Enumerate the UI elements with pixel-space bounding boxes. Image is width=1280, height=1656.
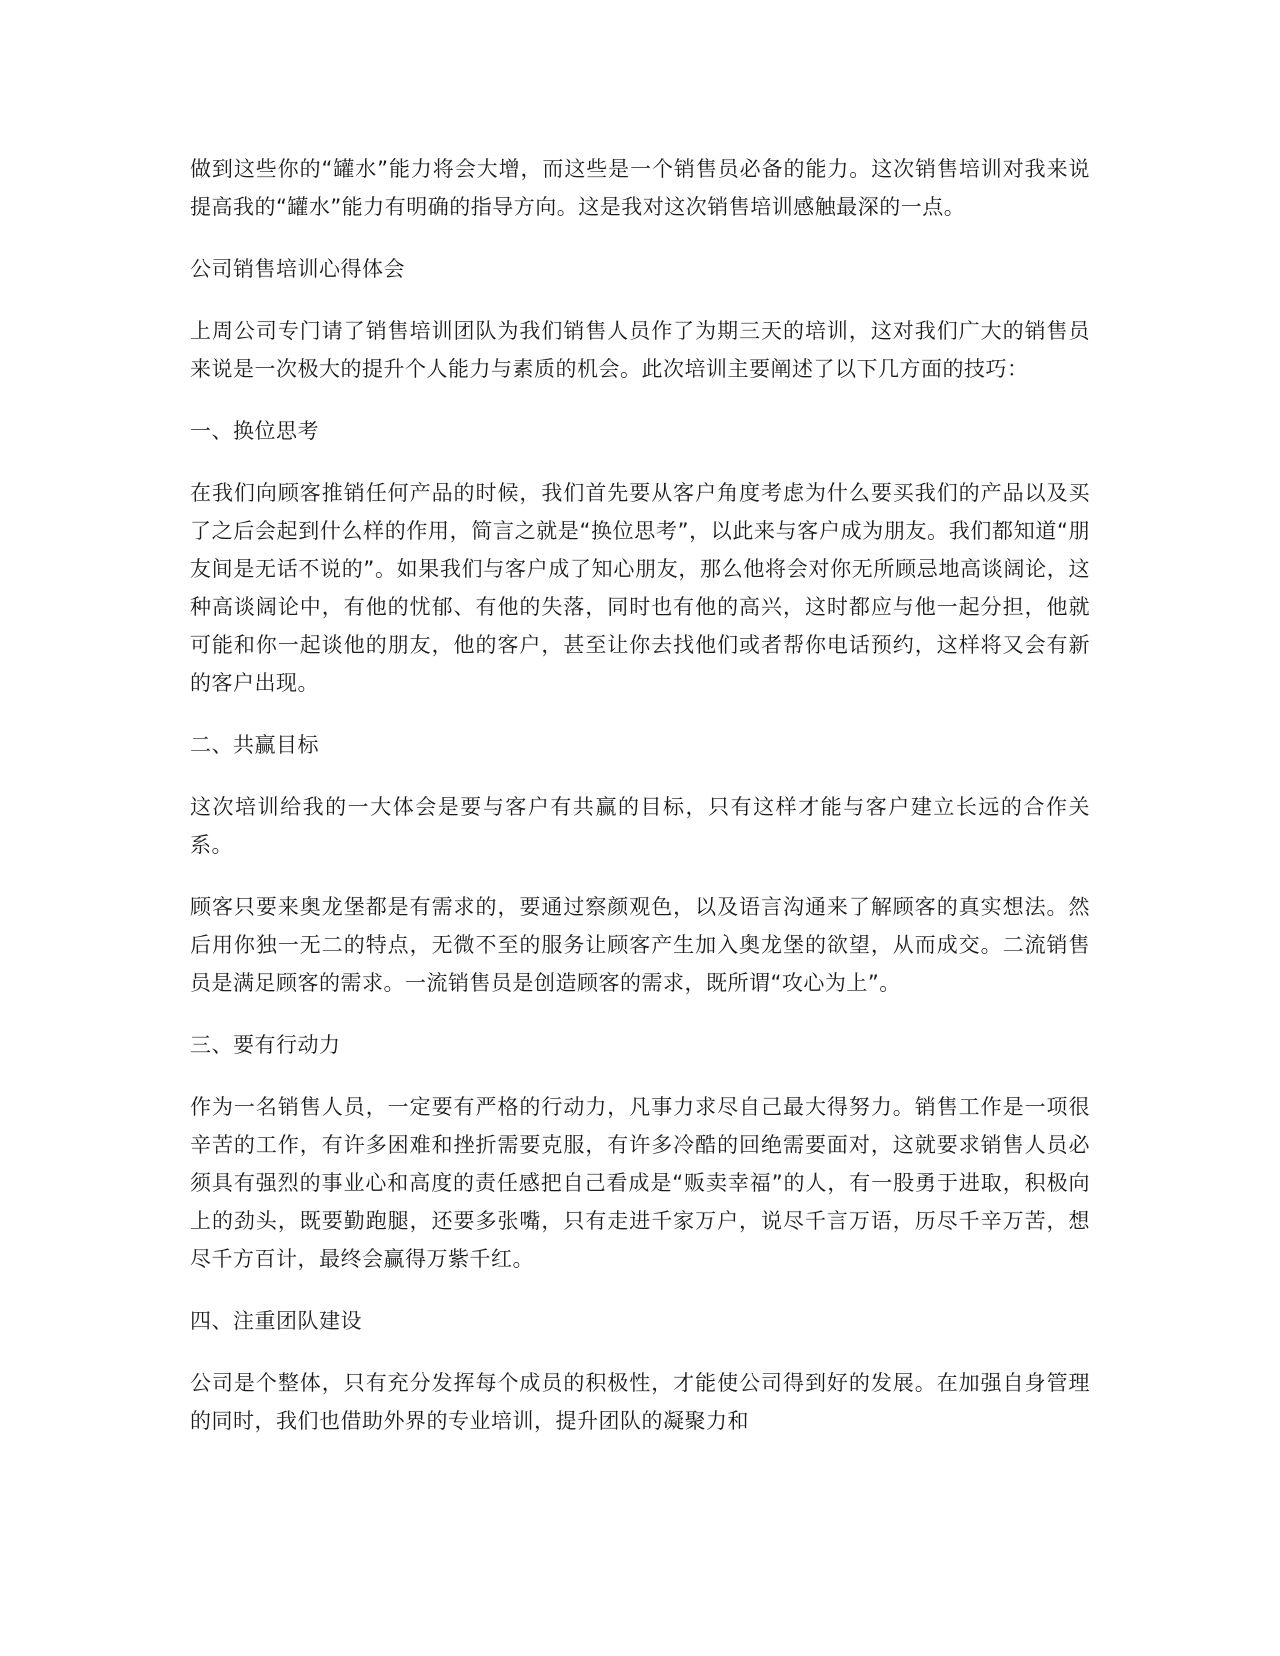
heading-action: 三、要有行动力 [190, 1033, 341, 1057]
heading-team-building: 四、注重团队建设 [190, 1309, 362, 1333]
paragraph-training-overview: 上周公司专门请了销售培训团队为我们销售人员作了为期三天的培训，这对我们广大的销售员来说是一次极大的提升个人能力与素质的机会。此次培训主要阐述了以下几方面的技巧： [190, 319, 1090, 381]
section-title: 公司销售培训心得体会 [190, 257, 405, 281]
paragraph-team-building: 公司是个整体，只有充分发挥每个成员的积极性，才能使公司得到好的发展。在加强自身管理的同时，我们也借助外界的专业培训，提升团队的凝聚力和 [190, 1371, 1090, 1433]
paragraph-perspective-taking: 在我们向顾客推销任何产品的时候，我们首先要从客户角度考虑为什么要买我们的产品以及买了之后会起到什么样的作用，简言之就是“换位思考”，以此来与客户成为朋友。我们都知道“朋友间是无话不说的”。如果我们与客户成了知心朋友，那么他将会对你无所顾忌地高谈阔论，这种高谈阔论中，有他的忧郁、有他的失落，同时也有他的高兴，这时都应与他一起分担，他就可能和你一起谈他的朋友，他的客户，甚至让你去找他们或者帮你电话预约，这样将又会有新的客户出现。 [190, 481, 1090, 695]
paragraph-customer-needs: 顾客只要来奥龙堡都是有需求的，要通过察颜观色，以及语言沟通来了解顾客的真实想法。然后用你独一无二的特点，无微不至的服务让顾客产生加入奥龙堡的欲望，从而成交。二流销售员是满足顾客的需求。一流销售员是创造顾客的需求，既所谓“攻心为上”。 [190, 895, 1090, 995]
document-body [190, 150, 1090, 1464]
paragraph-action: 作为一名销售人员，一定要有严格的行动力，凡事力求尽自己最大得努力。销售工作是一项很辛苦的工作，有许多困难和挫折需要克服，有许多冷酷的回绝需要面对，这就要求销售人员必须具有强烈的事业心和高度的责任感把自己看成是“贩卖幸福”的人，有一股勇于进取，积极向上的劲头，既要勤跑腿，还要多张嘴，只有走进千家万户，说尽千言万语，历尽千辛万苦，想尽千方百计，最终会赢得万紫千红。 [190, 1095, 1090, 1271]
paragraph-win-win: 这次培训给我的一大体会是要与客户有共赢的目标，只有这样才能与客户建立长远的合作关系。 [190, 795, 1090, 857]
paragraph-intro-conclusion: 做到这些你的“罐水”能力将会大增，而这些是一个销售员必备的能力。这次销售培训对我来说提高我的“罐水”能力有明确的指导方向。这是我对这次销售培训感触最深的一点。 [190, 157, 1090, 219]
heading-perspective-taking: 一、换位思考 [190, 419, 319, 443]
heading-win-win: 二、共赢目标 [190, 733, 319, 757]
